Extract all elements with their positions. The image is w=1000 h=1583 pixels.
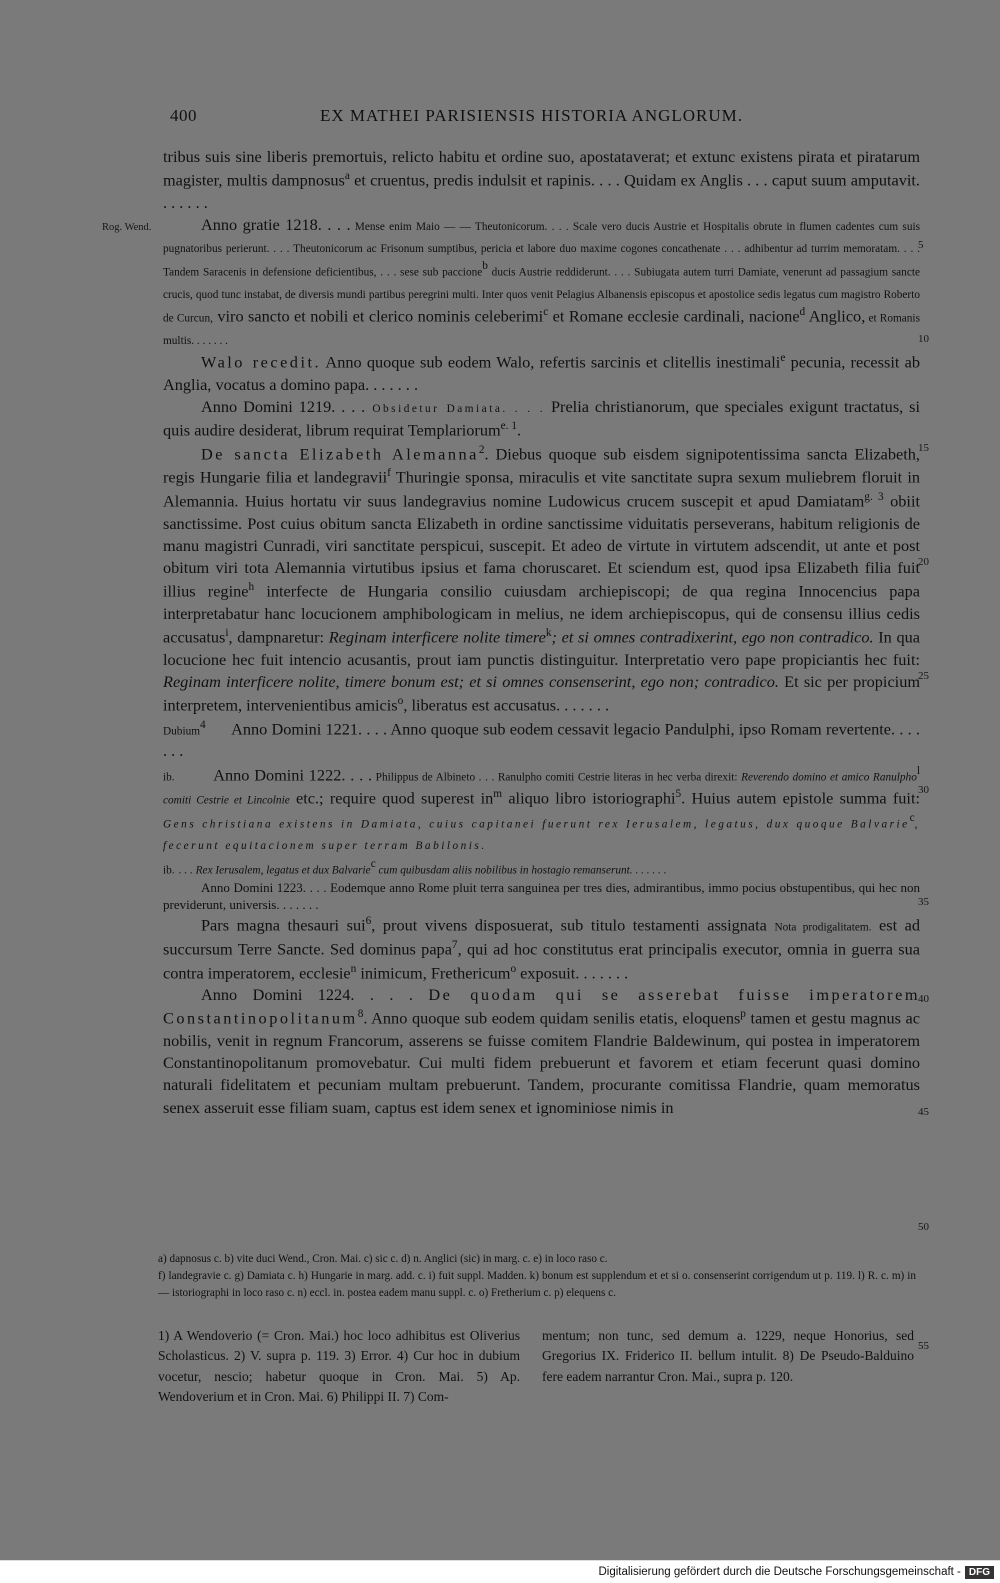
paragraph-1223: Anno Domini 1223. . . . Eodemque anno Rome pluit terra sanguinea per tres dies, admirantibus, immo pocius obstupentibus, qui hec non previderunt, universis. . . . . . .	[163, 880, 920, 913]
critical-apparatus	[158, 1251, 916, 1302]
line-number: 40	[918, 993, 929, 1005]
apparatus-line: f) landegravie c. g) Damiata c. h) Hungarie in marg. add. c. i) fuit suppl. Madden. k) bonum est supplendum et et si o. consenserint corrigendum ut p. 119. l) R. c. m) in — istoriographi in loco raso c. n) eccl. in. postea eadem manu suppl. c. o) Fretherium c. p) elequens c.	[158, 1270, 916, 1299]
line-number: 30	[918, 784, 929, 796]
paragraph-thesaurus: Pars magna thesauri sui$^6$, prout vivens disposuerat, sub titulo testamenti assignata Nota prodigalitatem. est ad succursum Terre Sancte. Sed dominus papa$^7$, qui ad hoc constitutus erat principalis executor, omnia in guerra sua contra imperatorem, ecclesie$^n$ inimicum, Frethericum$^o$ exposuit. . . . . . .	[163, 915, 921, 982]
footnotes-left: 1) A Wendoverio (= Cron. Mai.) hoc loco adhibitus est Oliverius Scholasticus. 2) V. supra p. 119. 3) Error. 4) Cur hoc in dubium vocetur, nescio; habetur quoque in Cron. Mai. 5) Ap. Wendoverium et in Cron. Mai. 6) Philippi II. 7) Com-	[158, 1328, 520, 1405]
dfg-credit: Digitalisierung gefördert durch die Deutsche Forschungsgemeinschaft -	[598, 1566, 961, 1578]
line-number: 35	[918, 896, 929, 908]
margin-label-rog-wend: Rog. Wend.	[102, 222, 152, 233]
line-number: 5	[918, 239, 924, 251]
page-number: 400	[170, 106, 197, 125]
line-number: 15	[918, 442, 929, 454]
apparatus-line: a) dapnosus c. b) vite duci Wend., Cron. Mai. c) sic c. d) n. Anglici (sic) in marg. c. e) in loco raso c.	[158, 1253, 608, 1265]
line-number: 10	[918, 333, 929, 345]
paragraph-elizabeth: De sancta Elizabeth Alemanna$^2$. Diebus quoque sub eisdem signipotentissima sancta Elizabeth, regis Hungarie filia et landegravii$^f$ Thuringie sponsa, miraculis et vite sanctitate supra sexum muliebrem floruit in Alemannia. Huius hortatu vir suus landegravius nomine Ludowicus crucem suscepit et apud Damiatam$^{g. 3}$ obiit sanctissime. Post cuius obitum sancta Elizabeth in ordine sanctissime viduitatis perseverans, habitum religionis de manu magistri Cunradi, viri sanctitate perspicui, suscepit. Et adeo de virtute in virtutem adscendit, ut ante et post obitum viri tota Alemannia virtutibus ipsius et fama choruscaret. Et sciendum est, quod ipsa Elizabeth filia fuit illius regine$^h$ interfecte de Hungaria consilio cuiusdam archiepiscopi; de qua regina Innocencius papa interpretabatur hanc locucionem amphibologicam in melius, ne idem archiepiscopus, qui de consensu illius cedis accusatus$^i$, dampnaretur: Reginam interficere nolite timere$^k$; et si omnes contradixerint, ego non contradico. In qua locucione hec fuit intencio acusantis, prout iam punctis distinguitur. Interpretatio vero pape propiciantis hec fuit: Reginam interficere nolite, timere bonum est; et si omnes consenserint, ego non; contradico. Et sic per propicium interpretem, intervenientibus amicis$^o$, liberatus est accusatus. . . . . . .	[163, 443, 921, 715]
page-header	[170, 106, 915, 126]
line-number: 45	[918, 1106, 929, 1118]
paragraph-1222-cont: ib. . . . Rex Ierusalem, legatus et dux Balvarie$^c$ cum quibusdam aliis nobilibus in hostagio remanserunt. . . . . . .	[163, 857, 667, 877]
line-number: 25	[918, 670, 929, 682]
paragraph-1222: ib. Anno Domini 1222. . . . Philippus de Albineto . . . Ranulpho comiti Cestrie literas in hec verba direxit: Reverendo domino et amico Ranulpho$^l$ comiti Cestrie et Lincolnie etc.; require quod superest $in^m$ aliquo libro istoriographi$^5$. Huius autem epistole summa fuit: Gens christiana existens in Damiata, cuius capitanei fuerunt rex Ierusalem, legatus, dux quoque Balvarie$^c$, fecerunt equitacionem super terram Babilonis.	[163, 764, 920, 853]
line-number: 55	[918, 1340, 929, 1352]
paragraph-walo: Walo recedit. Anno quoque sub eodem Walo, refertis sarcinis et clitellis inestimali$^e$ pecunia, recessit ab Anglia, vocatus a domino papa. . . . . . .	[163, 352, 920, 394]
paragraph-1224: Anno Domini 1224. . . . De quodam qui se asserebat fuisse imperatorem Constantinopolitanum$^8$. Anno quoque sub eodem quidam senilis etatis, eloquens$^p$ tamen et gestu magnus ac nobilis, venit in regnum Francorum, asserens se fuisse comitem Flandrie Baldewinum, qui postea in imperatorem Constantinopolitanum promovebatur. Cui multi fidem prebuerunt et favorem et etiam fecerunt quasi domino naturali fidelitatem et pecuniam multam prebuerunt. Tandem, procurante comitissa Flandrie, quam memoratus senex asseruit esse filiam suam, captus est idem senex et ignominiose nimis in	[163, 985, 920, 1117]
main-text	[163, 146, 920, 1119]
dfg-logo: DFG	[965, 1566, 994, 1579]
paragraph-1219: Anno Domini 1219. . . . Obsidetur Damiata. . . . Prelia christianorum, que speciales exigunt tractatus, si quis audire desiderat, librum requirat Templariorum$^{e. 1}$.	[163, 396, 920, 440]
line-number: 20	[918, 556, 929, 568]
footnotes-right: mentum; non tunc, sed demum a. 1229, neque Honorius, sed Gregorius IX. Friderico II. bellum intulit. 8) De Pseudo-Balduino fere eadem narrantur Cron. Mai., supra p. 120.	[542, 1328, 914, 1384]
line-number: 50	[918, 1221, 929, 1233]
digitization-footer	[0, 1560, 1000, 1583]
paragraph: tribus suis sine liberis premortuis, relicto habitu et ordine suo, apostataverat; et extunc existens pirata et piratarum magister, multis dampnosus$^a$ et cruentus, predis indulsit et rapinis. . . . Quidam ex Anglis . . . caput suum amputavit. . . . . . .	[163, 147, 920, 212]
paragraph-1218: Anno gratie 1218. . . . Mense enim Maio — — Theutonicorum. . . . Scale vero ducis Austrie et Hospitalis obrute in flumen cadentes cum suis pugnatoribus perierunt. . . . Theutonicorum ac Frisonum sumptibus, pericia et labore duo maxime cogones concathenate . . . adhibentur ad turrim memoratam. . . . Tandem Saracenis in defensione deficientibus, . . . sese sub paccione$^b$ ducis Austrie reddiderunt. . . . Subiugata autem turri Damiate, venerunt ad passagium sancte crucis, quod tunc instabat, de diversis mundi partibus peregrini multi. Inter quos venit Pelagius Albanensis episcopus et apostolice sedis legatus cum magistro Roberto de Curcun, viro sancto et nobili et clerico nominis celeberimi$^c$ et Romane ecclesie cardinali, nacione$^d$ Anglico, et Romanis multis. . . . . . .	[163, 215, 921, 347]
footnotes	[158, 1326, 916, 1408]
running-title: EX MATHEI PARISIENSIS HISTORIA ANGLORUM.	[320, 106, 744, 125]
paragraph-1221: Dubium$^4$ Anno Domini 1221. . . . Anno quoque sub eodem cessavit legacio Pandulphi, ipso Romam revertente. . . . . . .	[163, 718, 921, 761]
